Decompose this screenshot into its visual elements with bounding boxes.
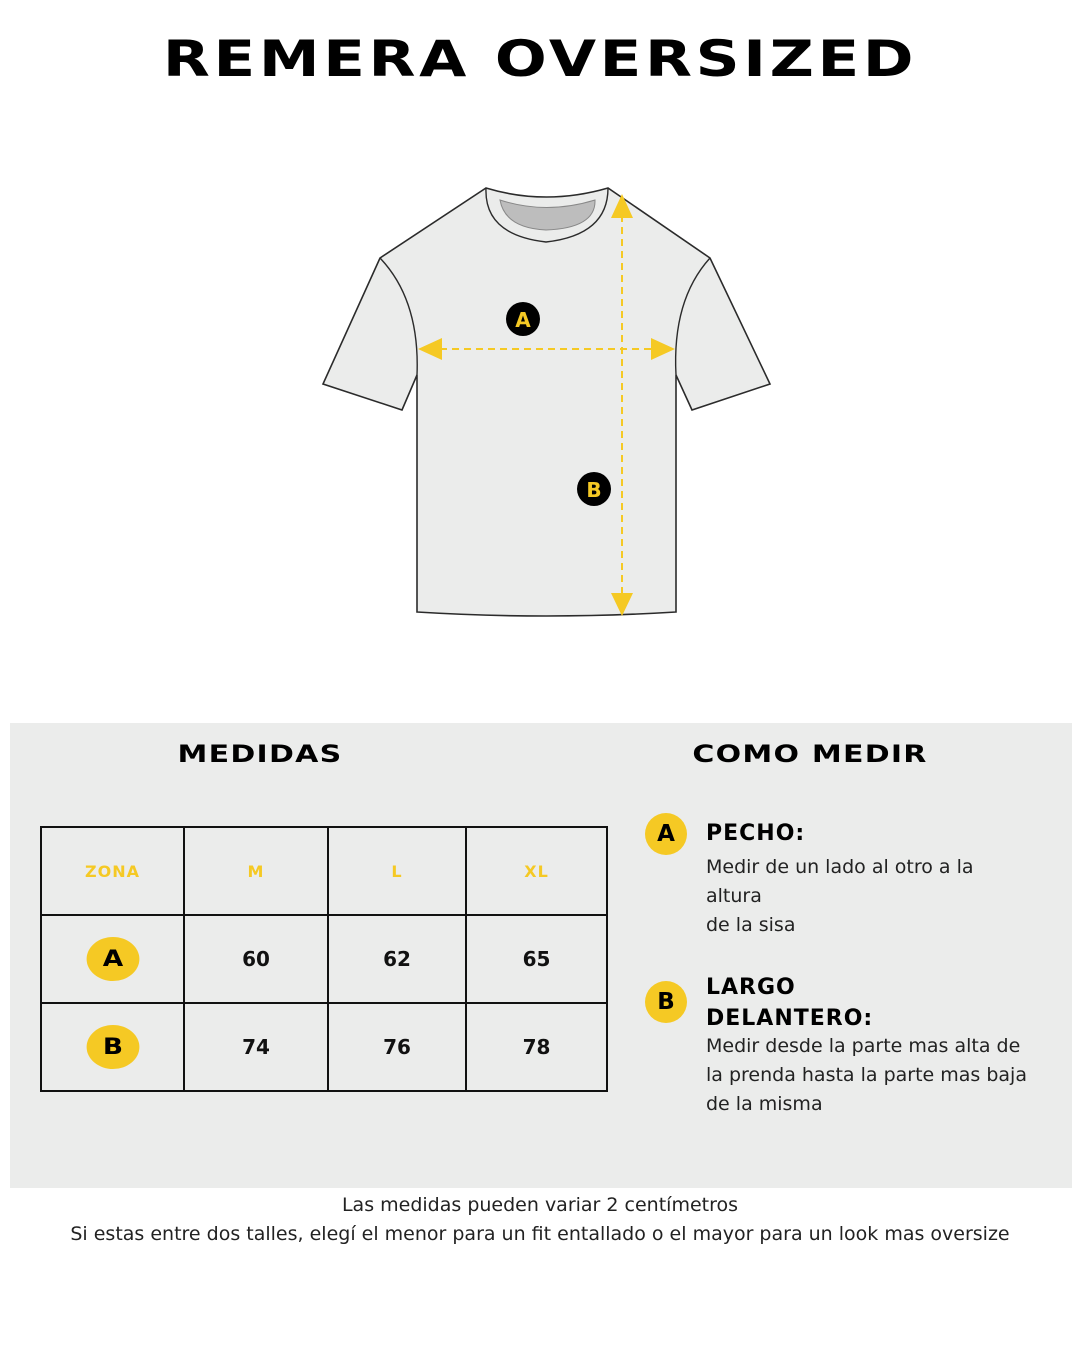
how-desc-b xyxy=(706,1032,1056,1119)
value-cell: 62 xyxy=(328,915,466,1003)
table-header-row xyxy=(41,827,607,915)
zone-badge-a: A xyxy=(86,937,139,981)
zone-badge-b: B xyxy=(86,1025,139,1069)
measures-title: MEDIDAS xyxy=(177,740,343,768)
header-zone: ZONA xyxy=(41,827,184,915)
how-label-b xyxy=(706,972,873,1034)
value-cell: 76 xyxy=(328,1003,466,1091)
page-title: REMERA OVERSIZED xyxy=(162,30,918,88)
footer-note-2: Si estas entre dos talles, elegí el menor para un fit entallado o el mayor para un look mas oversize xyxy=(70,1223,1010,1245)
value-cell: 74 xyxy=(184,1003,328,1091)
desc-line: Medir de un lado al otro a la xyxy=(706,856,974,878)
value-cell: 78 xyxy=(466,1003,607,1091)
footer-note-1: Las medidas pueden variar 2 centímetros xyxy=(341,1194,739,1216)
value-cell: 65 xyxy=(466,915,607,1003)
how-badge-a: A xyxy=(645,813,687,855)
how-badge-b: B xyxy=(645,981,687,1023)
desc-line: de la misma xyxy=(706,1093,823,1115)
header-m: M xyxy=(184,827,328,915)
how-desc-a xyxy=(706,853,1046,940)
shirt-body xyxy=(323,188,770,616)
zone-cell xyxy=(41,915,184,1003)
zone-cell xyxy=(41,1003,184,1091)
shirt-diagram xyxy=(300,170,800,640)
size-table xyxy=(40,826,608,1092)
desc-line: de la sisa xyxy=(706,914,796,936)
header-l: L xyxy=(328,827,466,915)
table-row xyxy=(41,915,607,1003)
desc-line: Medir desde la parte mas alta de xyxy=(706,1035,1021,1057)
tshirt-illustration xyxy=(300,170,800,640)
desc-line: altura xyxy=(706,885,762,907)
how-label-a: PECHO: xyxy=(706,821,806,846)
desc-line: la prenda hasta la parte mas baja xyxy=(706,1064,1027,1086)
how-to-measure-title: COMO MEDIR xyxy=(692,740,928,768)
label-line: LARGO xyxy=(706,975,796,1000)
header-xl: XL xyxy=(466,827,607,915)
marker-a-label: A xyxy=(515,308,531,332)
table-row xyxy=(41,1003,607,1091)
value-cell: 60 xyxy=(184,915,328,1003)
marker-b-label: B xyxy=(586,478,602,502)
label-line: DELANTERO: xyxy=(706,1006,874,1031)
